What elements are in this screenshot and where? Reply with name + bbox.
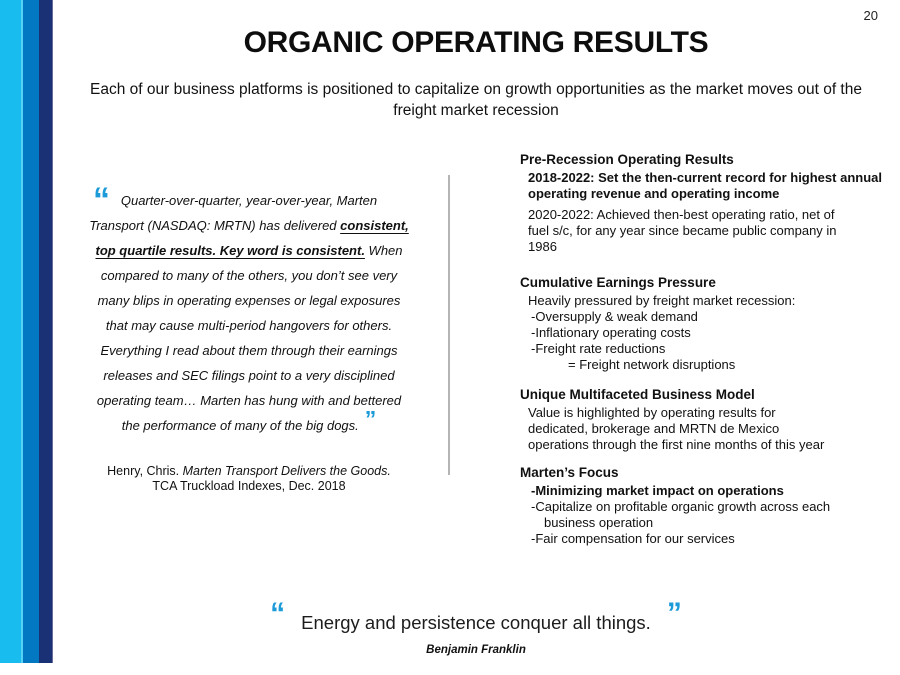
quote-text: When — [364, 243, 403, 258]
section-line: fuel s/c, for any year since became public company in — [528, 223, 837, 238]
quote-text: Quarter-over-quarter, year-over-year, Marten — [120, 193, 378, 208]
section-line: 2020-2022: Achieved then-best operating ratio, net of — [528, 207, 835, 222]
section-item — [520, 357, 892, 373]
section-line: -Inflationary operating costs — [531, 325, 691, 340]
section-item — [520, 309, 892, 325]
page-number: 20 — [863, 8, 878, 23]
right-section — [520, 387, 892, 453]
quote-text: Everything I read about them through their earnings — [100, 343, 398, 358]
quote-line — [88, 406, 410, 438]
quote-text-lines — [88, 188, 410, 438]
right-section — [520, 152, 892, 255]
section-item — [520, 293, 892, 309]
section-line: 2018-2022: Set the then-current record for highest annual — [528, 170, 882, 185]
left-stripe-navy — [39, 0, 53, 663]
quote-emphasis: consistent, — [340, 218, 409, 233]
subtitle-line: Each of our business platforms is positioned to capitalize on growth opportunities as the market moves out of the — [90, 81, 862, 98]
section-item — [520, 170, 892, 202]
quote-text: releases and SEC filings point to a very disciplined — [103, 368, 395, 383]
quote-line — [88, 263, 410, 288]
slide-title: ORGANIC OPERATING RESULTS — [243, 26, 709, 59]
section-line: -Capitalize on profitable organic growth across each — [531, 499, 831, 514]
section-line: operations through the first nine months of this year — [528, 437, 825, 452]
right-section — [520, 465, 892, 547]
quote-text: that may cause multi-period hangovers for others. — [105, 318, 393, 333]
bottom-close-quote-mark: ” — [666, 597, 682, 630]
section-heading: Marten’s Focus — [520, 465, 619, 480]
quote-line — [88, 238, 410, 263]
left-stripe-cyan — [0, 0, 21, 663]
section-line: operating revenue and operating income — [528, 186, 780, 201]
quote-line — [88, 388, 410, 413]
section-line: Heavily pressured by freight market recession: — [528, 293, 796, 308]
quote-text: compared to many of the others, you don’t see very — [100, 268, 398, 283]
citation-line-1 — [88, 464, 410, 479]
section-line: -Freight rate reductions — [531, 341, 666, 356]
slide-subtitle — [52, 79, 900, 121]
quote-text: many blips in operating expenses or legal exposures — [97, 293, 401, 308]
section-line: -Fair compensation for our services — [531, 531, 735, 546]
quote-line — [88, 363, 410, 388]
section-item — [520, 483, 892, 499]
left-stripe-blue — [23, 0, 39, 663]
citation-line-2: TCA Truckload Indexes, Dec. 2018 — [152, 479, 346, 493]
section-item — [520, 325, 892, 341]
section-line: dedicated, brokerage and MRTN de Mexico — [528, 421, 780, 436]
section-heading: Cumulative Earnings Pressure — [520, 275, 716, 290]
column-divider — [448, 175, 450, 475]
quote-line — [88, 313, 410, 338]
section-line: = Freight network disruptions — [568, 357, 736, 372]
quote-line — [88, 338, 410, 363]
quote-line — [88, 188, 410, 213]
section-item — [520, 341, 892, 357]
subtitle-line: freight market recession — [393, 102, 559, 119]
section-line: -Oversupply & weak demand — [531, 309, 698, 324]
right-section — [520, 275, 892, 373]
bottom-quote — [52, 597, 900, 634]
section-line: Value is highlighted by operating results for — [528, 405, 776, 420]
section-heading: Pre-Recession Operating Results — [520, 152, 734, 167]
right-column — [520, 152, 892, 561]
quote-citation — [88, 464, 410, 494]
quote-line — [88, 213, 410, 238]
quote-emphasis: top quartile results. Key word is consistent. — [95, 243, 365, 258]
section-item — [520, 499, 892, 531]
section-line: 1986 — [528, 239, 557, 254]
analyst-quote-block — [88, 181, 410, 438]
open-quote-mark: “ — [93, 181, 110, 219]
quote-text: the performance of many of the big dogs. — [121, 418, 359, 433]
section-heading: Unique Multifaceted Business Model — [520, 387, 755, 402]
section-line: -Minimizing market impact on operations — [531, 483, 784, 498]
section-item — [520, 405, 892, 453]
bottom-open-quote-mark: “ — [270, 597, 286, 630]
citation-author: Henry, Chris. — [107, 464, 183, 478]
quote-text: operating team… Marten has hung with and bettered — [96, 393, 402, 408]
section-item — [520, 207, 892, 255]
quote-text: Transport (NASDAQ: MRTN) has delivered — [89, 218, 341, 233]
close-quote-mark: ” — [364, 406, 377, 432]
section-item — [520, 531, 892, 547]
bottom-quote-author: Benjamin Franklin — [426, 644, 526, 656]
section-line: business operation — [544, 515, 654, 530]
citation-work-title: Marten Transport Delivers the Goods. — [182, 464, 391, 478]
quote-line — [88, 288, 410, 313]
bottom-quote-text: Energy and persistence conquer all things. — [301, 612, 651, 633]
